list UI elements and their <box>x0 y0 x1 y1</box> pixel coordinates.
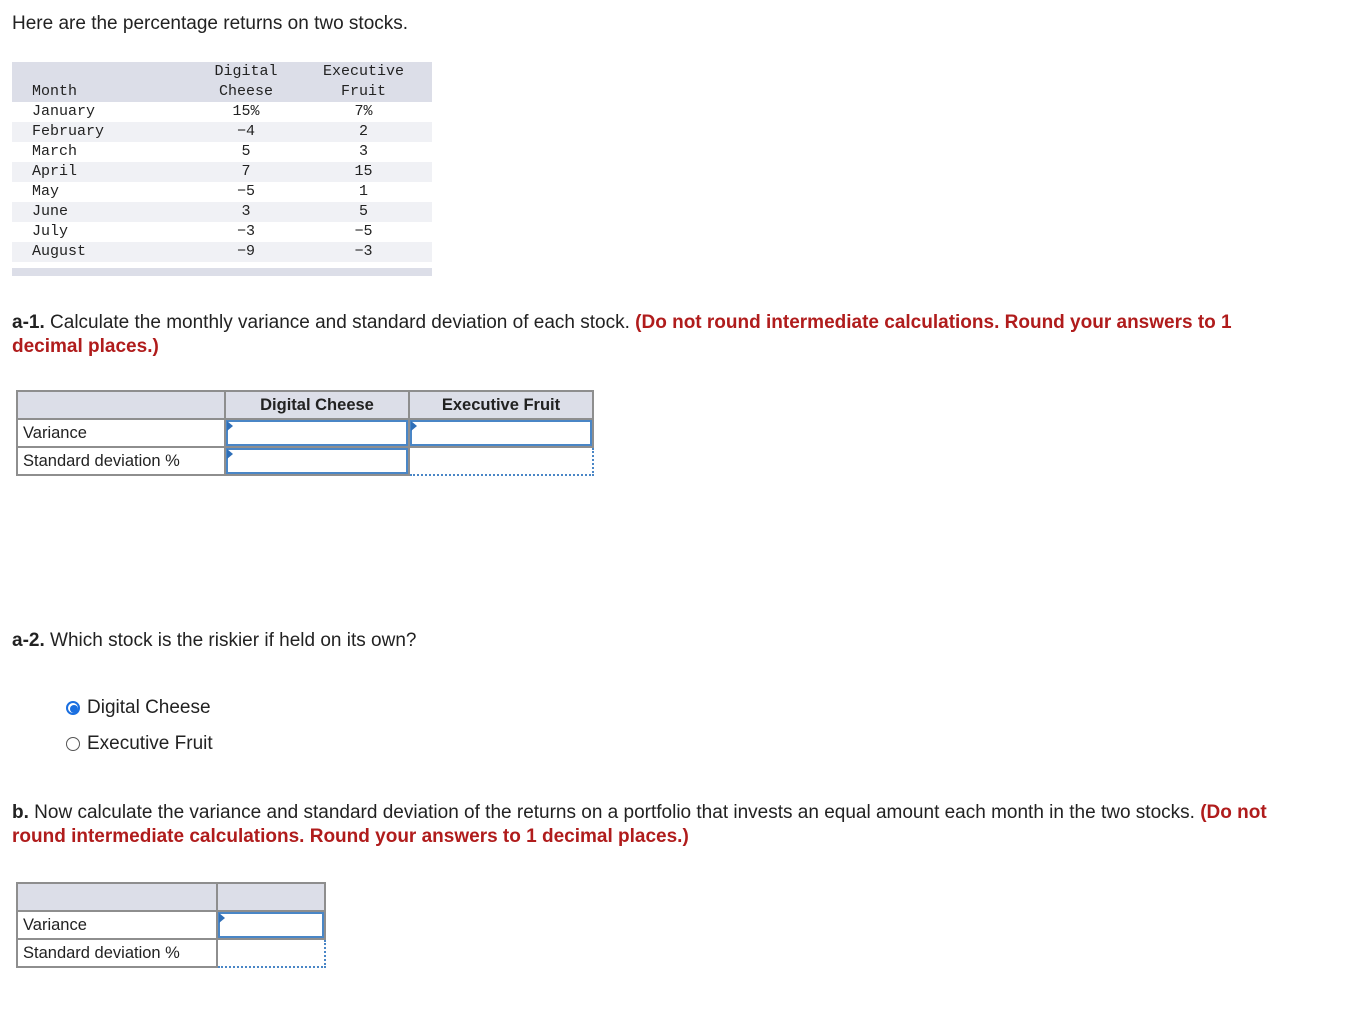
table-row <box>12 142 432 162</box>
answer-header-blank <box>17 391 225 419</box>
ef-cell: 15 <box>295 162 432 182</box>
option-label: Digital Cheese <box>87 697 211 718</box>
question-b-note: (Do not round intermediate calculations. Round your answers to 1 decimal places.) <box>12 802 1267 847</box>
header-executive-fruit-2: Fruit <box>295 82 432 102</box>
header-month: Month <box>12 62 197 102</box>
table-row <box>12 242 432 262</box>
std-dev-dc-cell <box>225 447 409 475</box>
row-label-variance: Variance <box>17 911 217 939</box>
table-row <box>12 102 432 122</box>
portfolio-variance-cell <box>217 911 325 939</box>
variance-dc-input[interactable] <box>226 420 408 446</box>
month-cell: May <box>32 183 60 200</box>
header-digital-cheese-1: Digital <box>197 62 295 82</box>
row-label-std-dev: Standard deviation % <box>17 447 225 475</box>
ef-cell: −5 <box>354 223 373 240</box>
question-a2 <box>12 629 1302 653</box>
question-b-label: b. <box>12 802 29 823</box>
question-a1-text: Calculate the monthly variance and standard deviation of each stock. <box>44 312 636 333</box>
portfolio-variance-input[interactable] <box>218 912 324 938</box>
ef-cell: 2 <box>295 122 432 142</box>
table-row <box>12 162 432 182</box>
dc-cell: −4 <box>197 122 295 142</box>
std-dev-dc-input[interactable] <box>226 448 408 474</box>
portfolio-std-dev-input[interactable] <box>217 939 325 967</box>
dc-cell: −9 <box>197 242 295 262</box>
dc-cell: 3 <box>197 202 295 222</box>
radio-unselected-icon[interactable] <box>66 737 80 751</box>
answer-header-executive-fruit: Executive Fruit <box>409 391 593 419</box>
answer-header-digital-cheese: Digital Cheese <box>225 391 409 419</box>
month-cell: March <box>32 143 78 160</box>
variance-dc-cell <box>225 419 409 447</box>
month-cell: January <box>32 103 96 120</box>
returns-table <box>12 62 432 276</box>
dc-cell: 7 <box>197 162 295 182</box>
question-a1 <box>12 311 1302 359</box>
std-dev-ef-input[interactable] <box>409 447 593 475</box>
answer-header-blank <box>217 883 325 911</box>
variance-ef-input[interactable] <box>410 420 592 446</box>
answer-table-b <box>16 882 326 968</box>
option-digital-cheese[interactable] <box>66 697 211 719</box>
table-row <box>12 202 432 222</box>
variance-ef-cell <box>409 419 593 447</box>
question-b-text: Now calculate the variance and standard deviation of the returns on a portfolio that invests an equal amount each month in the two stocks. <box>28 802 1201 823</box>
month-cell: July <box>32 223 69 240</box>
dc-cell: 5 <box>241 143 251 160</box>
row-label-variance: Variance <box>17 419 225 447</box>
header-digital-cheese-2: Cheese <box>197 82 295 102</box>
ef-cell: 5 <box>295 202 432 222</box>
question-a2-text: Which stock is the riskier if held on its own? <box>44 630 417 651</box>
ef-cell: 7% <box>354 103 373 120</box>
table-row <box>12 122 432 142</box>
month-cell: June <box>12 202 197 222</box>
question-b <box>12 801 1302 849</box>
dc-cell: −5 <box>236 183 255 200</box>
row-label-std-dev: Standard deviation % <box>17 939 217 967</box>
ef-cell: 3 <box>358 143 368 160</box>
ef-cell: −3 <box>295 242 432 262</box>
table-spacer <box>12 262 432 272</box>
header-executive-fruit-1: Executive <box>295 62 432 82</box>
dc-cell: 15% <box>232 103 260 120</box>
answer-table-a1 <box>16 390 594 476</box>
question-a2-label: a-2. <box>12 630 45 651</box>
answer-header-blank <box>17 883 217 911</box>
question-a1-label: a-1. <box>12 312 45 333</box>
radio-selected-icon[interactable] <box>66 701 80 715</box>
ef-cell: 1 <box>358 183 368 200</box>
option-executive-fruit[interactable] <box>66 733 213 755</box>
table-row <box>12 182 432 202</box>
table-row <box>12 222 432 242</box>
option-label: Executive Fruit <box>87 733 213 754</box>
dc-cell: −3 <box>236 223 255 240</box>
month-cell: August <box>12 242 197 262</box>
question-a1-note: (Do not round intermediate calculations. Round your answers to 1 decimal places.) <box>12 312 1232 357</box>
intro-text: Here are the percentage returns on two stocks. <box>12 13 409 34</box>
month-cell: April <box>12 162 197 182</box>
month-cell: February <box>12 122 197 142</box>
